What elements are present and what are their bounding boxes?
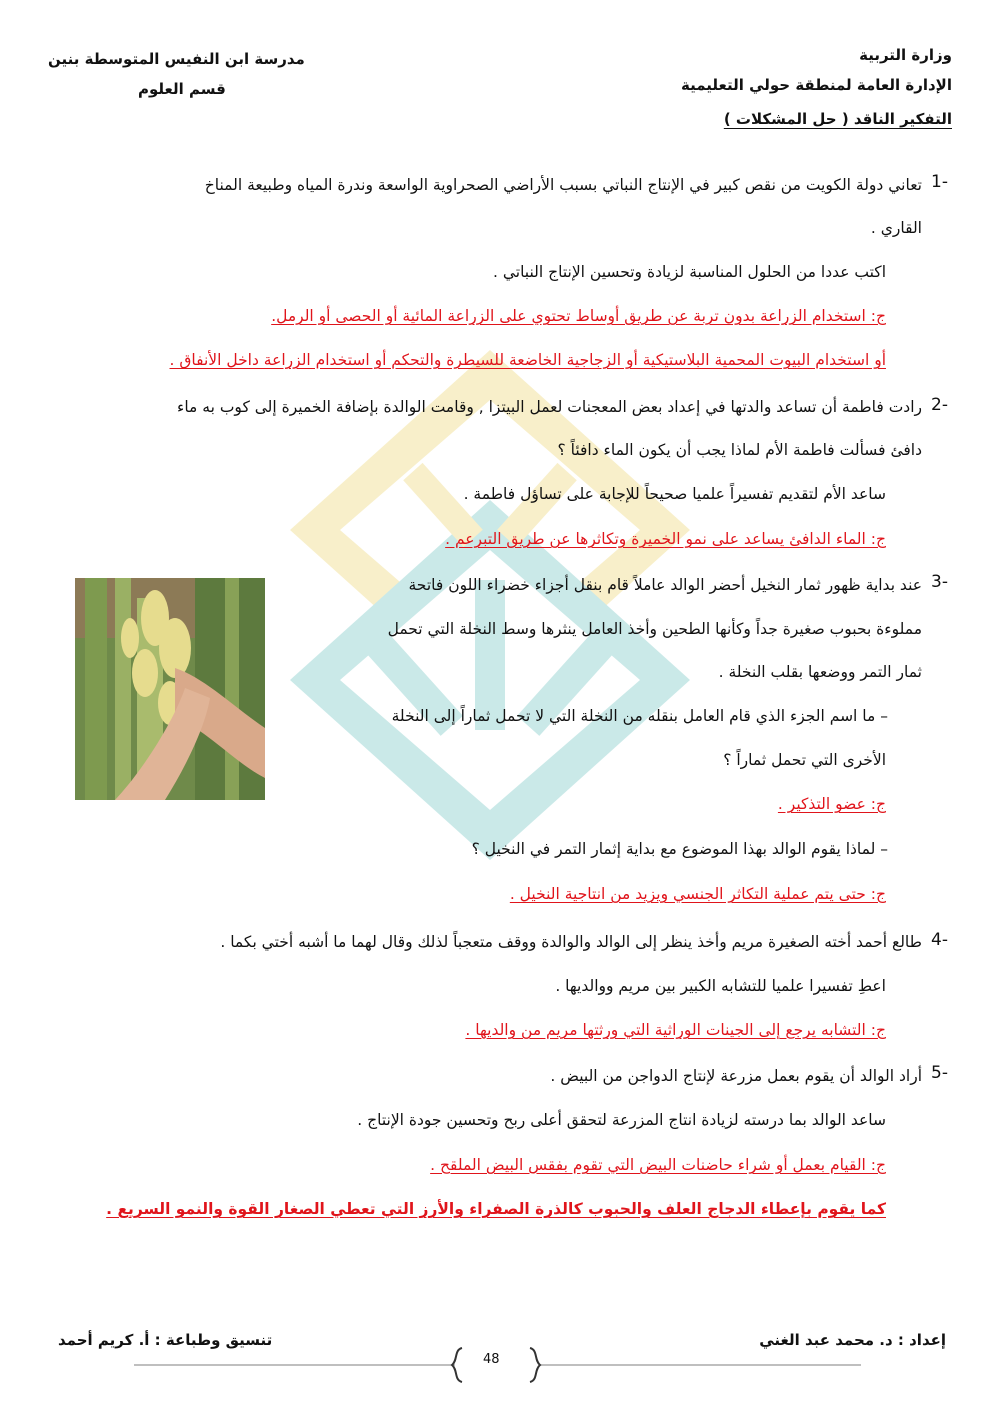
question-4-text-line-1: طالع أحمد أخته الصغيرة مريم وأخذ ينظر إلى الوالد والوالدة ووقف متعجباً لذلك وقال لهما ما أشبه أختي بكما . [220, 933, 922, 951]
question-5-number: 5- [931, 1063, 948, 1083]
question-1-answer-1: ج: استخدام الزراعة بدون تربة عن طريق أوساط تحتوي على الزراعة المائية أو الحصى أو الرمل. [271, 307, 886, 325]
question-3-number: 3- [931, 572, 948, 592]
ministry-title: وزارة التربية [859, 46, 952, 64]
question-5-answer-1: ج: القيام بعمل أو شراء حاضنات البيض التي تقوم بفقس البيض الملقح . [430, 1156, 886, 1174]
question-3-sub-question-1-line-1: – ما اسم الجزء الذي قام العامل بنقله من النخلة التي لا تحمل ثماراً إلى النخلة [391, 707, 888, 725]
question-5-task: ساعد الوالد بما درسته لزيادة انتاج المزرعة لتحقق أعلى ربح وتحسين جودة الإنتاج . [357, 1111, 886, 1129]
question-3-text-line-1: عند بداية ظهور ثمار النخيل أحضر الوالد عاملاً قام بنقل أجزاء خضراء اللون فاتحة [408, 576, 922, 594]
coordination-credit: تنسيق وطباعة : أ. كريم أحمد [58, 1331, 273, 1349]
topic-title: التفكير الناقد ( حل المشكلات ) [723, 110, 952, 128]
question-2-text-line-2: دافئ فسألت فاطمة الأم لماذا يجب أن يكون الماء دافئاً ؟ [557, 441, 922, 459]
question-1-number: 1- [931, 172, 948, 192]
school-name: مدرسة ابن النفيس المتوسطة بنين [48, 50, 305, 68]
question-1-task: اكتب عددا من الحلول المناسبة لزيادة وتحسين الإنتاج النباتي . [493, 263, 886, 281]
question-4-answer: ج: التشابه يرجع إلى الجينات الوراثية التي ورثتها مريم من والديها . [465, 1021, 886, 1039]
question-3-answer-1: ج: عضو التذكير . [777, 795, 886, 813]
question-5-text-line-1: أراد الوالد أن يقوم بعمل مزرعة لإنتاج الدواجن من البيض . [550, 1067, 922, 1085]
question-3-text-line-2: مملوءة بحبوب صغيرة جداً وكأنها الطحين وأخذ العامل ينثرها وسط النخلة التي تحمل [387, 620, 922, 638]
question-3-sub-question-1-line-2: الأخرى التي تحمل ثماراً ؟ [723, 751, 886, 769]
question-4-number: 4- [931, 930, 948, 950]
question-3-text-line-3: ثمار التمر ووضعها بقلب النخلة . [718, 663, 922, 681]
prepared-by: إعداد : د. محمد عبد الغني [759, 1331, 946, 1349]
question-3-sub-question-2: – لماذا يقوم الوالد بهذا الموضوع مع بداية إثمار التمر في النخيل ؟ [471, 840, 888, 858]
question-1-text-line-1: تعاني دولة الكويت من نقص كبير في الإنتاج النباتي بسبب الأراضي الصحراوية الواسعة وندرة المياه وطبيعة المناخ [204, 176, 922, 194]
question-4-task: اعطِ تفسيرا علميا للتشابه الكبير بين مريم ووالديها . [555, 977, 886, 995]
directorate-title: الإدارة العامة لمنطقة حولي التعليمية [680, 76, 952, 94]
question-2-number: 2- [931, 395, 948, 415]
department-name: قسم العلوم [138, 80, 226, 98]
palm-pollination-photo [75, 578, 265, 800]
question-5-answer-2: كما يقوم بإعطاء الدجاج العلف والحبوب كالذرة الصفراء والأرز التي تعطي الصغار القوة والنمو السريع . [106, 1200, 886, 1218]
page-number: 48 [483, 1352, 500, 1367]
question-2-answer: ج: الماء الدافئ يساعد على نمو الخميرة وتكاثرها عن طريق التبرعم . [445, 530, 886, 548]
question-2-task: ساعد الأم لتقديم تفسيراً علميا صحيحاً للإجابة على تساؤل فاطمة . [463, 485, 886, 503]
question-3-answer-2: ج: حتى يتم عملية التكاثر الجنسي ويزيد من انتاجية النخيل . [509, 885, 886, 903]
question-1-answer-2: أو استخدام البيوت المحمية البلاستيكية أو الزجاجية الخاضعة للسيطرة والتحكم أو استخدام الزراعة داخل الأنفاق . [169, 351, 886, 369]
question-2-text-line-1: رادت فاطمة أن تساعد والدتها في إعداد بعض المعجنات لعمل البيتزا , وقامت الوالدة بإضافة الخميرة إلى كوب به ماء [177, 398, 922, 416]
question-1-text-line-2: القاري . [870, 219, 922, 237]
